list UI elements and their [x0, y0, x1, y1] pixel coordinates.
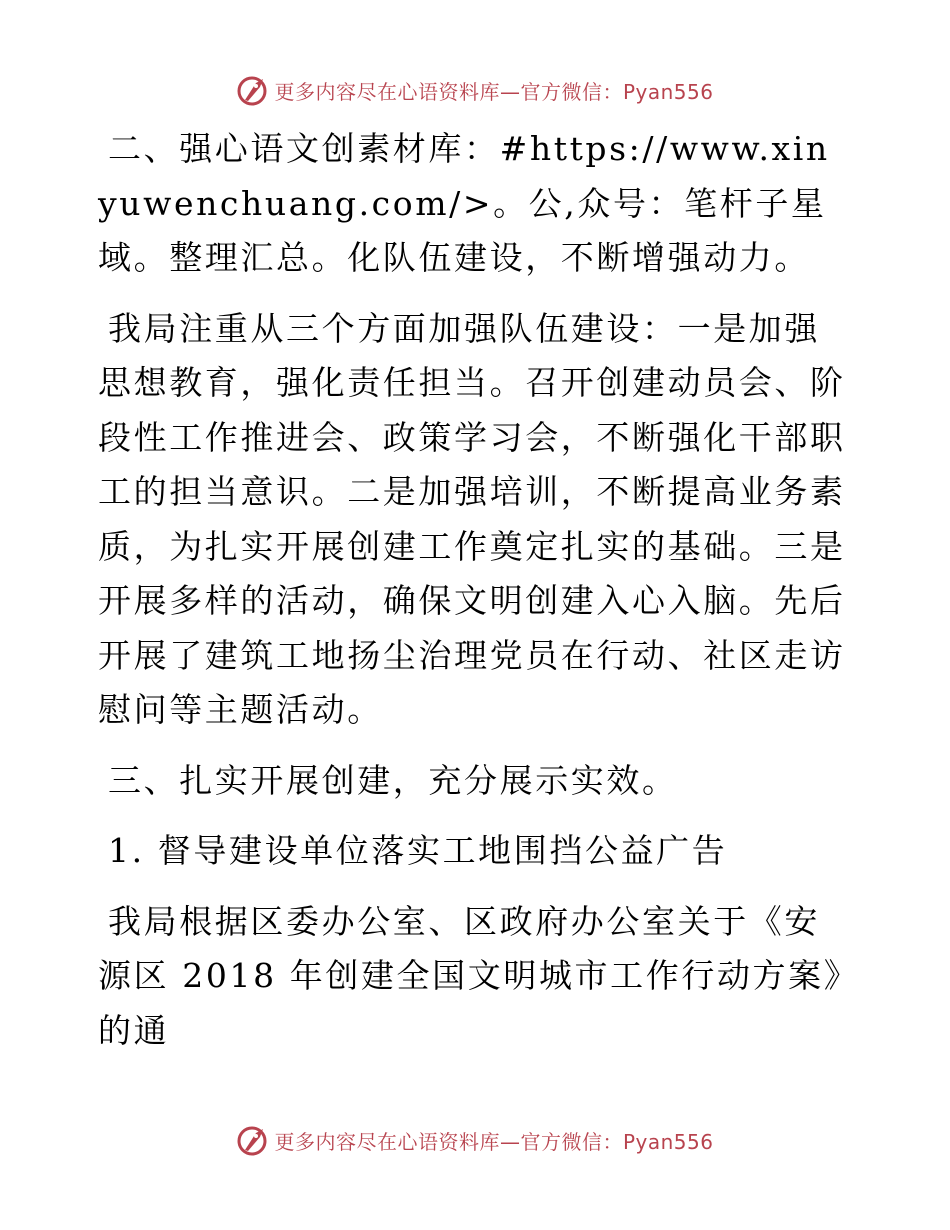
paragraph-section-two-heading: 二、强心语文创素材库：#https://www.xinyuwenchuang.com/>。公,众号：笔杆子星域。整理汇总。化队伍建设，不断增强动力。 [98, 129, 830, 277]
footer-watermark [0, 1120, 950, 1160]
paragraph-item-one: 1. 督导建设单位落实工地围挡公益广告 [108, 831, 728, 870]
pen-nib-logo-icon [236, 1123, 270, 1157]
pen-nib-logo-icon [236, 73, 270, 107]
paragraph-team-building: 我局注重从三个方面加强队伍建设：一是加强思想教育，强化责任担当。召开创建动员会、阶段性工作推进会、政策学习会，不断强化干部职工的担当意识。二是加强培训，不断提高业务素质，为扎实开展创建工作奠定扎实的基础。三是开展多样的活动，确保文明创建入心入脑。先后开展了建筑工地扬尘治理党员在行动、社区走访慰问等主题活动。 [98, 308, 846, 729]
watermark-text: 更多内容尽在心语资料库—官方微信：Pyan556 [274, 79, 714, 104]
document-body [98, 122, 850, 1074]
paragraph-section-three-heading: 三、扎实开展创建，充分展示实效。 [108, 760, 678, 800]
header-watermark [0, 70, 950, 110]
paragraph-action-plan: 我局根据区委办公室、区政府办公室关于《安源区 2018 年创建全国文明城市工作行动方案》的通 [98, 901, 843, 1050]
watermark-text: 更多内容尽在心语资料库—官方微信：Pyan556 [274, 1129, 714, 1154]
